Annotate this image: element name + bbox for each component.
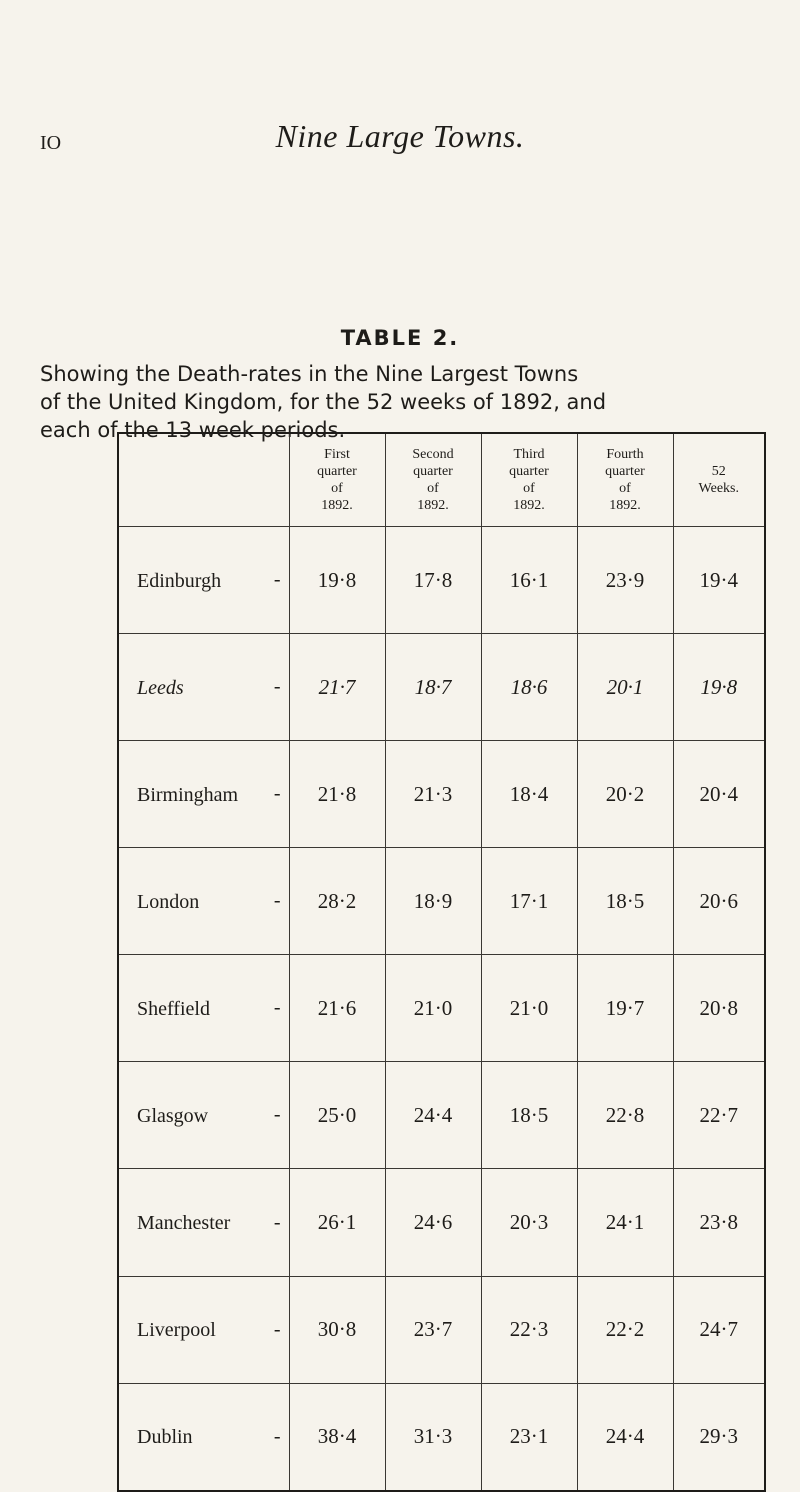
leader-dash: - [273, 675, 281, 698]
caption-line: each of the 13 week periods. [40, 418, 346, 442]
caption-line: of the United Kingdom, for the 52 weeks of 1892, and [40, 390, 607, 414]
rate-cell: 22·3 [481, 1276, 577, 1383]
table-row [118, 1169, 765, 1276]
rate-cell: 21·6 [289, 955, 385, 1062]
rate-cell: 26·1 [289, 1169, 385, 1276]
leader-dash: - [273, 782, 281, 805]
rate-cell: 19·7 [577, 955, 673, 1062]
rate-cell: 25·0 [289, 1062, 385, 1169]
table-row [118, 527, 765, 634]
rate-cell: 17·8 [385, 527, 481, 634]
town-cell [118, 741, 289, 848]
rate-cell: 23·7 [385, 1276, 481, 1383]
rate-cell: 19·8 [289, 527, 385, 634]
town-name: Sheffield [137, 997, 210, 1020]
rate-cell: 31·3 [385, 1383, 481, 1491]
table-row [118, 848, 765, 955]
rate-cell: 19·4 [673, 527, 765, 634]
town-name: Birmingham [137, 783, 239, 806]
rate-cell: 22·2 [577, 1276, 673, 1383]
rate-cell: 24·6 [385, 1169, 481, 1276]
rate-cell: 18·9 [385, 848, 481, 955]
page-number: IO [40, 132, 62, 154]
column-header: First quarter of 1892. [289, 433, 385, 527]
column-header: Fourth quarter of 1892. [577, 433, 673, 527]
leader-dash: - [273, 1318, 281, 1341]
table-row [118, 1383, 765, 1491]
leader-dash: - [273, 996, 281, 1019]
rate-cell: 22·7 [673, 1062, 765, 1169]
rate-cell: 20·1 [577, 634, 673, 741]
rate-cell: 23·9 [577, 527, 673, 634]
leader-dash: - [273, 1425, 281, 1448]
town-cell [118, 527, 289, 634]
town-name: Edinburgh [137, 569, 222, 592]
rate-cell: 21·0 [385, 955, 481, 1062]
rate-cell: 38·4 [289, 1383, 385, 1491]
rate-cell: 21·0 [481, 955, 577, 1062]
rate-cell: 24·1 [577, 1169, 673, 1276]
town-cell [118, 1276, 289, 1383]
table-row [118, 1062, 765, 1169]
rate-cell: 18·5 [481, 1062, 577, 1169]
header-corner [118, 433, 289, 527]
running-head: Nine Large Towns. [275, 118, 525, 154]
rate-cell: 18·5 [577, 848, 673, 955]
rate-cell: 17·1 [481, 848, 577, 955]
rate-cell: 24·4 [577, 1383, 673, 1491]
town-cell [118, 848, 289, 955]
column-header: Third quarter of 1892. [481, 433, 577, 527]
leader-dash: - [273, 568, 281, 591]
rate-cell: 21·7 [289, 634, 385, 741]
rate-cell: 20·6 [673, 848, 765, 955]
rate-cell: 18·6 [481, 634, 577, 741]
rate-cell: 28·2 [289, 848, 385, 955]
town-cell [118, 955, 289, 1062]
town-name: Glasgow [137, 1104, 209, 1127]
town-name: Dublin [137, 1426, 193, 1449]
header-row [118, 433, 765, 527]
rate-cell: 21·8 [289, 741, 385, 848]
rate-cell: 20·8 [673, 955, 765, 1062]
rate-cell: 16·1 [481, 527, 577, 634]
town-cell [118, 634, 289, 741]
town-name: Manchester [137, 1212, 231, 1234]
rate-cell: 24·7 [673, 1276, 765, 1383]
leader-dash: - [273, 1103, 281, 1126]
column-header: Second quarter of 1892. [385, 433, 481, 527]
table-row [118, 955, 765, 1062]
rate-cell: 23·1 [481, 1383, 577, 1491]
rate-cell: 30·8 [289, 1276, 385, 1383]
rate-cell: 19·8 [673, 634, 765, 741]
table-title: TABLE 2. [340, 326, 460, 350]
table-row [118, 741, 765, 848]
rate-cell: 23·8 [673, 1169, 765, 1276]
leader-dash: - [273, 889, 281, 912]
rate-cell: 18·7 [385, 634, 481, 741]
leader-dash: - [273, 1211, 281, 1233]
rate-cell: 18·4 [481, 741, 577, 848]
table-row [118, 1276, 765, 1383]
town-cell [118, 1383, 289, 1491]
caption-line: Showing the Death-rates in the Nine Largest Towns [40, 362, 579, 386]
town-name: Liverpool [137, 1319, 216, 1342]
rate-cell: 24·4 [385, 1062, 481, 1169]
town-name: Leeds [137, 676, 184, 699]
rate-cell: 22·8 [577, 1062, 673, 1169]
rate-cell: 20·2 [577, 741, 673, 848]
rate-cell: 20·3 [481, 1169, 577, 1276]
column-header: 52 Weeks. [673, 433, 765, 527]
town-name: London [137, 890, 200, 913]
rate-cell: 21·3 [385, 741, 481, 848]
rate-cell: 20·4 [673, 741, 765, 848]
table-row [118, 634, 765, 741]
death-rates-table [117, 432, 766, 1492]
town-cell [118, 1169, 289, 1276]
rate-cell: 29·3 [673, 1383, 765, 1491]
town-cell [118, 1062, 289, 1169]
